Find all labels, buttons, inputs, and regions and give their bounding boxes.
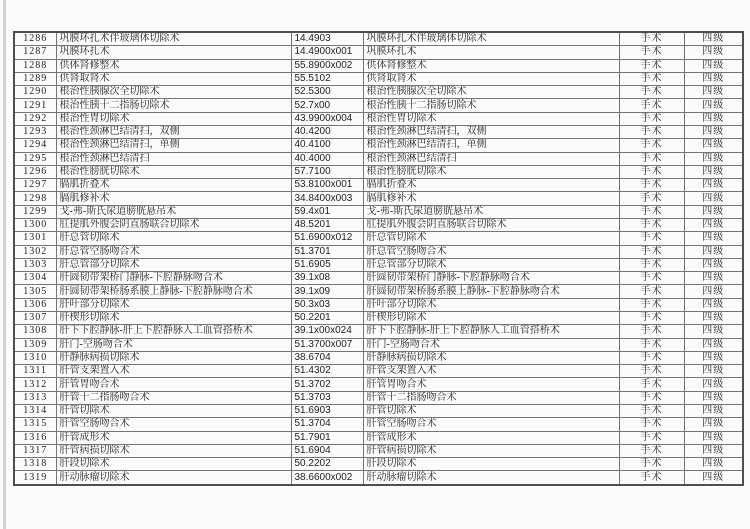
procedure-code-cell: 51.3700x007 [291,338,363,351]
category-cell: 手术 [619,378,684,391]
table-row [14,165,743,178]
procedure-name-cell: 供体肾修整术 [56,59,291,72]
procedure-code-cell: 40.4000 [291,152,363,165]
procedure-code-cell: 40.4100 [291,139,363,152]
level-cell: 四级 [684,311,743,324]
procedure-name-repeat-cell: 根治性颈淋巴结清扫，双侧 [363,126,619,139]
procedure-code-cell: 51.6905 [291,258,363,271]
table-row [14,365,743,378]
level-cell: 四级 [684,219,743,232]
procedure-name-repeat-cell: 肝管切除术 [363,404,619,417]
table-row [14,219,743,232]
level-cell: 四级 [684,126,743,139]
category-cell: 手术 [619,32,684,46]
procedure-name-cell: 供肾取肾术 [56,72,291,85]
table-row [14,311,743,324]
procedure-name-repeat-cell: 根治性胰腺次全切除术 [363,86,619,99]
level-cell: 四级 [684,232,743,245]
table-row [14,258,743,271]
category-cell: 手术 [619,458,684,471]
row-number-cell: 1316 [14,431,56,444]
level-cell: 四级 [684,285,743,298]
procedure-name-cell: 膈肌折叠术 [56,179,291,192]
procedure-name-repeat-cell: 肝总管部分切除术 [363,258,619,271]
row-number-cell: 1298 [14,192,56,205]
row-number-cell: 1313 [14,391,56,404]
level-cell: 四级 [684,444,743,457]
category-cell: 手术 [619,245,684,258]
category-cell: 手术 [619,338,684,351]
category-cell: 手术 [619,179,684,192]
level-cell: 四级 [684,72,743,85]
procedure-name-cell: 根治性颈淋巴结清扫 [56,152,291,165]
procedure-name-cell: 根治性胰十二指肠切除术 [56,99,291,112]
level-cell: 四级 [684,338,743,351]
row-number-cell: 1293 [14,126,56,139]
procedure-name-cell: 根治性胃切除术 [56,112,291,125]
table-row [14,126,743,139]
procedure-name-cell: 肝总管切除术 [56,232,291,245]
row-number-cell: 1292 [14,112,56,125]
row-number-cell: 1290 [14,86,56,99]
procedure-name-repeat-cell: 肝管病损切除术 [363,444,619,457]
table-row [14,431,743,444]
row-number-cell: 1308 [14,325,56,338]
procedure-name-repeat-cell: 供肾取肾术 [363,72,619,85]
procedure-name-cell: 肝管空肠吻合术 [56,418,291,431]
procedure-name-repeat-cell: 根治性膀胱切除术 [363,165,619,178]
row-number-cell: 1287 [14,46,56,59]
procedure-name-repeat-cell: 肝管成形术 [363,431,619,444]
procedure-code-cell: 39.1x00x024 [291,325,363,338]
procedure-name-repeat-cell: 肝动脉瘤切除术 [363,471,619,485]
category-cell: 手术 [619,112,684,125]
procedure-name-cell: 肝管病损切除术 [56,444,291,457]
table-row [14,139,743,152]
procedure-name-cell: 肝总管空肠吻合术 [56,245,291,258]
category-cell: 手术 [619,86,684,99]
procedure-code-cell: 51.3704 [291,418,363,431]
procedure-name-repeat-cell: 肝门-空肠吻合术 [363,338,619,351]
row-number-cell: 1302 [14,245,56,258]
procedure-name-repeat-cell: 肝管支架置入术 [363,365,619,378]
procedure-name-cell: 肝叶部分切除术 [56,298,291,311]
category-cell: 手术 [619,192,684,205]
procedure-name-repeat-cell: 巩膜环扎术 [363,46,619,59]
row-number-cell: 1289 [14,72,56,85]
level-cell: 四级 [684,378,743,391]
level-cell: 四级 [684,205,743,218]
table-row [14,112,743,125]
row-number-cell: 1301 [14,232,56,245]
level-cell: 四级 [684,112,743,125]
procedure-name-cell: 肝圆韧带架桥门静脉-下腔静脉吻合术 [56,272,291,285]
row-number-cell: 1319 [14,471,56,485]
procedure-name-repeat-cell: 肝楔形切除术 [363,311,619,324]
procedure-code-cell: 55.5102 [291,72,363,85]
level-cell: 四级 [684,404,743,417]
table-row [14,245,743,258]
table-row [14,471,743,485]
procedure-name-repeat-cell: 肝段切除术 [363,458,619,471]
category-cell: 手术 [619,219,684,232]
category-cell: 手术 [619,139,684,152]
row-number-cell: 1307 [14,311,56,324]
procedure-code-cell: 50.2201 [291,311,363,324]
procedure-name-cell: 根治性膀胱切除术 [56,165,291,178]
procedure-code-cell: 52.5300 [291,86,363,99]
procedure-code-cell: 50.3x03 [291,298,363,311]
level-cell: 四级 [684,258,743,271]
procedure-code-cell: 14.4903 [291,32,363,46]
procedure-name-repeat-cell: 肝管空肠吻合术 [363,418,619,431]
category-cell: 手术 [619,311,684,324]
procedure-code-cell: 14.4900x001 [291,46,363,59]
row-number-cell: 1286 [14,32,56,46]
level-cell: 四级 [684,431,743,444]
row-number-cell: 1305 [14,285,56,298]
row-number-cell: 1299 [14,205,56,218]
level-cell: 四级 [684,32,743,46]
row-number-cell: 1294 [14,139,56,152]
table-row [14,378,743,391]
table-row [14,232,743,245]
row-number-cell: 1300 [14,219,56,232]
level-cell: 四级 [684,272,743,285]
procedure-code-cell: 51.7901 [291,431,363,444]
table-row [14,205,743,218]
row-number-cell: 1317 [14,444,56,457]
category-cell: 手术 [619,298,684,311]
procedure-code-cell: 48.5201 [291,219,363,232]
procedure-name-cell: 肝段切除术 [56,458,291,471]
level-cell: 四级 [684,46,743,59]
level-cell: 四级 [684,365,743,378]
procedure-name-cell: 肝静脉病损切除术 [56,351,291,364]
category-cell: 手术 [619,46,684,59]
category-cell: 手术 [619,471,684,485]
row-number-cell: 1310 [14,351,56,364]
procedure-name-cell: 根治性颈淋巴结清扫，双侧 [56,126,291,139]
procedure-name-cell: 戈-弗-斯氏尿道膀胱悬吊术 [56,205,291,218]
procedure-name-repeat-cell: 肝总管空肠吻合术 [363,245,619,258]
row-number-cell: 1314 [14,404,56,417]
row-number-cell: 1297 [14,179,56,192]
procedure-code-cell: 52.7x00 [291,99,363,112]
level-cell: 四级 [684,86,743,99]
procedure-code-cell: 38.6704 [291,351,363,364]
category-cell: 手术 [619,99,684,112]
level-cell: 四级 [684,391,743,404]
procedure-name-cell: 肝门-空肠吻合术 [56,338,291,351]
procedure-name-cell: 膈肌修补术 [56,192,291,205]
procedure-name-cell: 肝圆韧带架桥肠系膜上静脉-下腔静脉吻合术 [56,285,291,298]
table-row [14,351,743,364]
procedure-name-repeat-cell: 肝圆韧带架桥门静脉-下腔静脉吻合术 [363,272,619,285]
level-cell: 四级 [684,179,743,192]
category-cell: 手术 [619,444,684,457]
procedure-name-cell: 肝管胃吻合术 [56,378,291,391]
procedure-code-cell: 38.6600x002 [291,471,363,485]
procedure-name-cell: 根治性颈淋巴结清扫，单侧 [56,139,291,152]
level-cell: 四级 [684,298,743,311]
procedure-name-repeat-cell: 肝管十二指肠吻合术 [363,391,619,404]
row-number-cell: 1318 [14,458,56,471]
level-cell: 四级 [684,418,743,431]
table-row [14,99,743,112]
category-cell: 手术 [619,365,684,378]
level-cell: 四级 [684,471,743,485]
procedure-name-repeat-cell: 肝管胃吻合术 [363,378,619,391]
procedure-code-cell: 55.8900x002 [291,59,363,72]
procedure-name-cell: 肛提肌外腹会阴直肠联合切除术 [56,219,291,232]
row-number-cell: 1309 [14,338,56,351]
category-cell: 手术 [619,258,684,271]
procedure-code-cell: 40.4200 [291,126,363,139]
table-row [14,338,743,351]
category-cell: 手术 [619,205,684,218]
procedure-name-cell: 肝管成形术 [56,431,291,444]
scan-edge-line [3,0,6,529]
procedure-code-cell: 53.8100x001 [291,179,363,192]
procedure-name-repeat-cell: 肝叶部分切除术 [363,298,619,311]
procedure-name-cell: 巩膜环扎术 [56,46,291,59]
category-cell: 手术 [619,232,684,245]
table-row [14,86,743,99]
table-row [14,272,743,285]
row-number-cell: 1315 [14,418,56,431]
level-cell: 四级 [684,245,743,258]
procedure-name-cell: 根治性胰腺次全切除术 [56,86,291,99]
level-cell: 四级 [684,458,743,471]
level-cell: 四级 [684,59,743,72]
category-cell: 手术 [619,126,684,139]
category-cell: 手术 [619,285,684,298]
table-row [14,444,743,457]
row-number-cell: 1303 [14,258,56,271]
table-row [14,325,743,338]
procedure-name-repeat-cell: 肝静脉病损切除术 [363,351,619,364]
category-cell: 手术 [619,165,684,178]
category-cell: 手术 [619,351,684,364]
procedure-name-cell: 肝管支架置入术 [56,365,291,378]
procedure-name-repeat-cell: 根治性胃切除术 [363,112,619,125]
row-number-cell: 1306 [14,298,56,311]
category-cell: 手术 [619,431,684,444]
procedure-name-cell: 肝下下腔静脉-肝上下腔静脉人工血管搭桥术 [56,325,291,338]
level-cell: 四级 [684,325,743,338]
procedure-name-cell: 巩膜环扎术伴玻璃体切除术 [56,32,291,46]
procedure-code-cell: 43.9900x004 [291,112,363,125]
procedure-code-cell: 51.3701 [291,245,363,258]
row-number-cell: 1291 [14,99,56,112]
procedure-name-cell: 肝动脉瘤切除术 [56,471,291,485]
category-cell: 手术 [619,325,684,338]
procedure-name-repeat-cell: 戈-弗-斯氏尿道膀胱悬吊术 [363,205,619,218]
category-cell: 手术 [619,418,684,431]
category-cell: 手术 [619,59,684,72]
category-cell: 手术 [619,152,684,165]
category-cell: 手术 [619,72,684,85]
procedure-code-cell: 50.2202 [291,458,363,471]
table-row [14,72,743,85]
procedure-code-cell: 39.1x08 [291,272,363,285]
row-number-cell: 1312 [14,378,56,391]
procedure-code-cell: 51.3703 [291,391,363,404]
procedure-name-repeat-cell: 肝总管切除术 [363,232,619,245]
procedure-code-cell: 51.6904 [291,444,363,457]
procedure-name-cell: 肝楔形切除术 [56,311,291,324]
procedure-code-cell: 51.6903 [291,404,363,417]
procedure-code-cell: 57.7100 [291,165,363,178]
procedure-name-cell: 肝总管部分切除术 [56,258,291,271]
table-row [14,46,743,59]
table-row [14,418,743,431]
table-row [14,179,743,192]
table-row [14,285,743,298]
procedure-name-repeat-cell: 肝圆韧带架桥肠系膜上静脉-下腔静脉吻合术 [363,285,619,298]
table-row [14,59,743,72]
procedure-code-cell: 51.6900x012 [291,232,363,245]
level-cell: 四级 [684,152,743,165]
category-cell: 手术 [619,272,684,285]
procedure-table [13,31,744,486]
procedure-table-body [14,32,743,485]
table-row [14,298,743,311]
procedure-code-cell: 51.4302 [291,365,363,378]
procedure-code-cell: 39.1x09 [291,285,363,298]
procedure-name-repeat-cell: 根治性胰十二指肠切除术 [363,99,619,112]
row-number-cell: 1295 [14,152,56,165]
procedure-name-repeat-cell: 肝下下腔静脉-肝上下腔静脉人工血管搭桥术 [363,325,619,338]
table-row [14,152,743,165]
table-row [14,458,743,471]
procedure-name-repeat-cell: 根治性颈淋巴结清扫，单侧 [363,139,619,152]
table-row [14,404,743,417]
table-row [14,32,743,46]
table-row [14,192,743,205]
procedure-name-cell: 肝管切除术 [56,404,291,417]
category-cell: 手术 [619,391,684,404]
table-row [14,391,743,404]
level-cell: 四级 [684,351,743,364]
procedure-name-cell: 肝管十二指肠吻合术 [56,391,291,404]
row-number-cell: 1288 [14,59,56,72]
procedure-name-repeat-cell: 膈肌修补术 [363,192,619,205]
procedure-name-repeat-cell: 供体肾修整术 [363,59,619,72]
procedure-code-cell: 34.8400x003 [291,192,363,205]
level-cell: 四级 [684,165,743,178]
level-cell: 四级 [684,99,743,112]
row-number-cell: 1296 [14,165,56,178]
procedure-name-repeat-cell: 肛提肌外腹会阴直肠联合切除术 [363,219,619,232]
procedure-name-repeat-cell: 巩膜环扎术伴玻璃体切除术 [363,32,619,46]
level-cell: 四级 [684,139,743,152]
procedure-name-repeat-cell: 膈肌折叠术 [363,179,619,192]
procedure-code-cell: 51.3702 [291,378,363,391]
level-cell: 四级 [684,192,743,205]
procedure-code-cell: 59.4x01 [291,205,363,218]
row-number-cell: 1311 [14,365,56,378]
row-number-cell: 1304 [14,272,56,285]
procedure-name-repeat-cell: 根治性颈淋巴结清扫 [363,152,619,165]
category-cell: 手术 [619,404,684,417]
